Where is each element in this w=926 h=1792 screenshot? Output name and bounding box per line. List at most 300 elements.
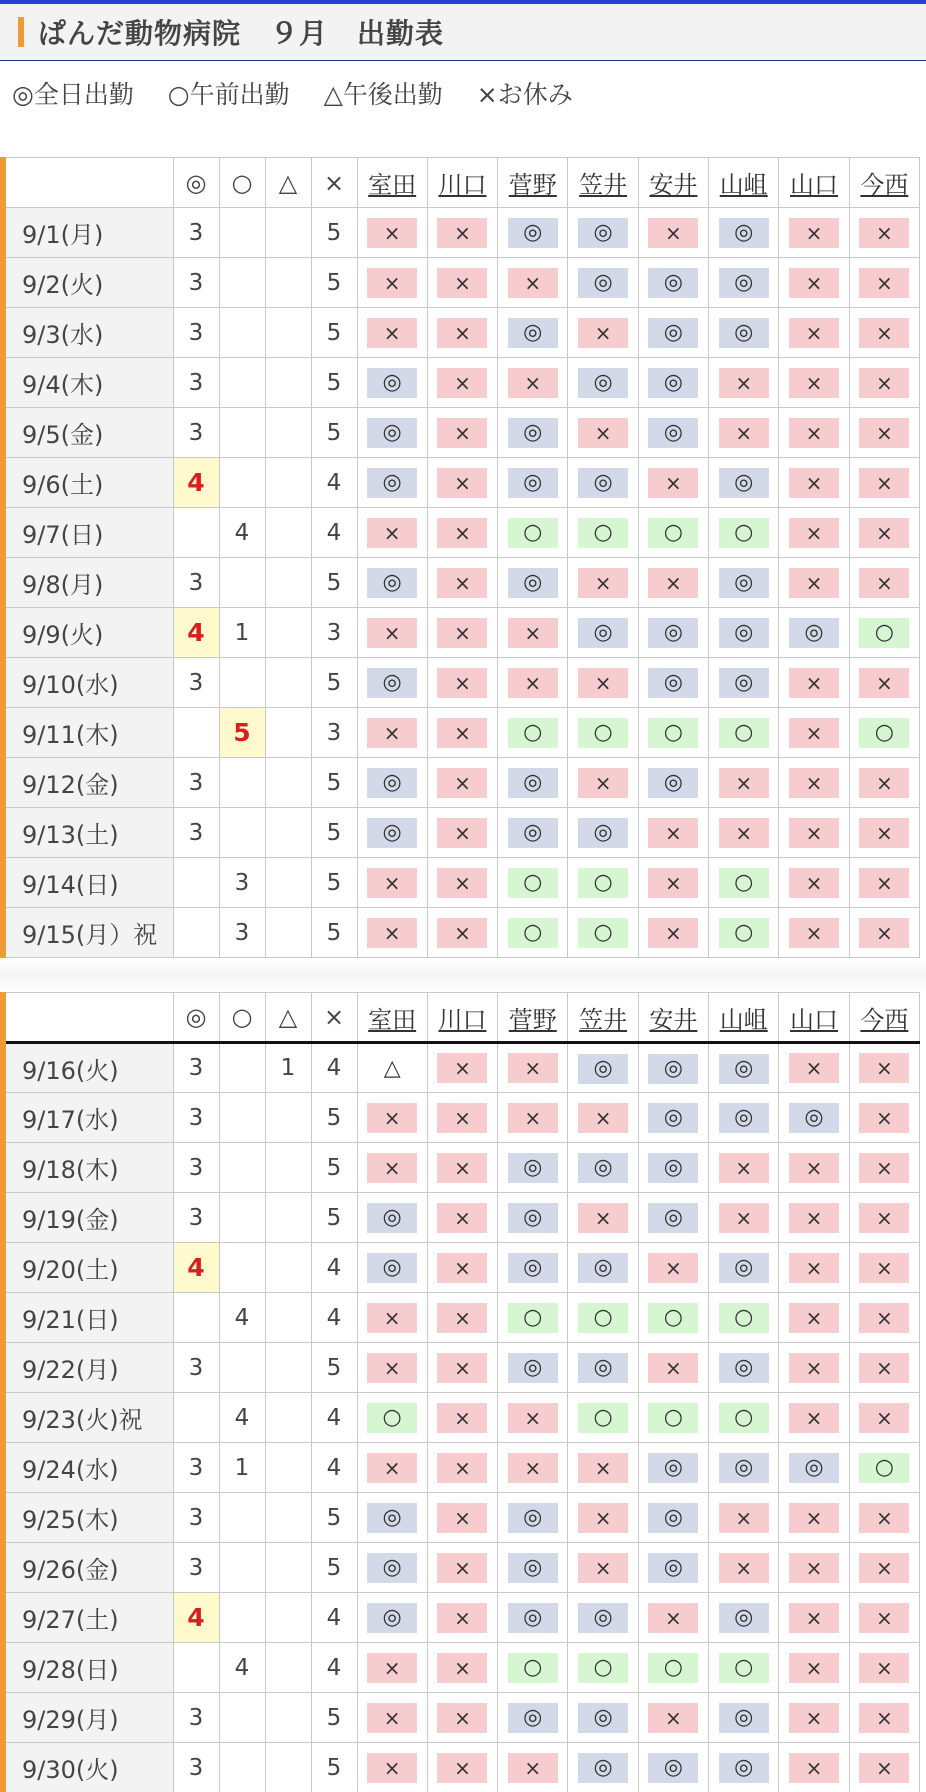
staff-cell	[638, 1243, 708, 1293]
staff-cell	[357, 708, 427, 758]
count-full-cell: 3	[173, 308, 219, 358]
shift-mark: ◎	[719, 218, 769, 248]
shift-mark: ×	[859, 1153, 909, 1183]
shift-mark: ×	[859, 818, 909, 848]
staff-cell	[709, 1593, 779, 1643]
shift-mark: ×	[437, 1253, 487, 1283]
staff-cell	[638, 1493, 708, 1543]
count-am-cell	[219, 1093, 265, 1143]
table-row	[3, 1393, 920, 1443]
shift-mark: ×	[789, 1203, 839, 1233]
staff-cell	[498, 408, 568, 458]
staff-cell	[427, 458, 497, 508]
header-staff-name[interactable]: 菅野	[498, 158, 568, 208]
staff-cell	[357, 458, 427, 508]
shift-mark: ◎	[578, 1603, 628, 1633]
count-off-cell: 3	[311, 708, 357, 758]
shift-mark: ×	[789, 1653, 839, 1683]
staff-cell	[779, 1293, 849, 1343]
staff-cell	[638, 1143, 708, 1193]
staff-cell	[709, 1643, 779, 1693]
count-pm-cell	[265, 1693, 311, 1743]
shift-mark: ×	[648, 868, 698, 898]
page-header	[0, 4, 926, 61]
staff-cell	[779, 558, 849, 608]
staff-cell	[849, 1043, 919, 1093]
staff-cell	[568, 1393, 638, 1443]
staff-cell	[357, 1693, 427, 1743]
count-full-cell: 4	[173, 458, 219, 508]
header-staff-name[interactable]: 今西	[849, 993, 919, 1043]
staff-cell	[427, 1193, 497, 1243]
table-row	[3, 208, 920, 258]
shift-mark: ○	[719, 518, 769, 548]
header-staff-name[interactable]: 菅野	[498, 993, 568, 1043]
shift-mark: ×	[437, 1653, 487, 1683]
staff-cell	[709, 458, 779, 508]
staff-cell	[357, 558, 427, 608]
table-row	[3, 1293, 920, 1343]
shift-mark: ◎	[719, 1603, 769, 1633]
shift-mark: ◎	[719, 1703, 769, 1733]
staff-cell	[779, 1143, 849, 1193]
shift-mark: ×	[367, 218, 417, 248]
header-staff-name[interactable]: 室田	[357, 993, 427, 1043]
shift-mark: ◎	[648, 1553, 698, 1583]
count-off-cell: 5	[311, 208, 357, 258]
header-staff-name[interactable]: 川口	[427, 993, 497, 1043]
table-row	[3, 1243, 920, 1293]
count-am-cell: 1	[219, 1443, 265, 1493]
shift-mark: ×	[719, 1203, 769, 1233]
shift-mark: ×	[789, 1153, 839, 1183]
shift-mark: ◎	[648, 1203, 698, 1233]
staff-cell	[568, 308, 638, 358]
count-off-cell: 5	[311, 1143, 357, 1193]
count-off-cell: 5	[311, 858, 357, 908]
shift-mark: ◎	[648, 368, 698, 398]
staff-cell	[427, 508, 497, 558]
count-full-cell: 3	[173, 1743, 219, 1792]
staff-cell	[849, 758, 919, 808]
count-off-cell: 5	[311, 408, 357, 458]
shift-mark: ◎	[578, 1753, 628, 1783]
shift-mark: ×	[367, 1153, 417, 1183]
shift-mark: ◎	[508, 1153, 558, 1183]
shift-mark: ○	[719, 1403, 769, 1433]
count-am-cell	[219, 808, 265, 858]
table-row	[3, 558, 920, 608]
shift-mark: ○	[367, 1403, 417, 1433]
shift-mark: ◎	[719, 1054, 769, 1084]
shift-mark: ×	[719, 818, 769, 848]
shift-mark: ×	[648, 218, 698, 248]
shift-mark: ◎	[578, 1353, 628, 1383]
shift-mark: ◎	[789, 1103, 839, 1133]
count-am-cell: 4	[219, 508, 265, 558]
shift-mark: ×	[648, 818, 698, 848]
shift-mark: ×	[648, 1603, 698, 1633]
staff-cell	[427, 658, 497, 708]
staff-cell	[779, 1043, 849, 1093]
staff-cell	[638, 1643, 708, 1693]
count-am-cell	[219, 1493, 265, 1543]
staff-cell	[498, 208, 568, 258]
shift-mark: ×	[437, 1703, 487, 1733]
count-off-cell: 5	[311, 1493, 357, 1543]
shift-mark: ×	[508, 618, 558, 648]
count-pm-cell	[265, 758, 311, 808]
staff-cell	[638, 658, 708, 708]
staff-cell	[427, 608, 497, 658]
header-staff-name[interactable]: 山岨	[709, 993, 779, 1043]
staff-cell	[357, 408, 427, 458]
table-row	[3, 1443, 920, 1493]
count-pm-cell: 1	[265, 1043, 311, 1093]
staff-cell	[709, 658, 779, 708]
staff-cell	[849, 458, 919, 508]
shift-mark: ×	[437, 518, 487, 548]
header-staff-name[interactable]: 笠井	[568, 158, 638, 208]
shift-mark: ◎	[508, 418, 558, 448]
staff-cell	[849, 1143, 919, 1193]
staff-cell	[638, 558, 708, 608]
table-row	[3, 508, 920, 558]
staff-cell	[709, 408, 779, 458]
shift-mark: ×	[789, 768, 839, 798]
header-staff-name[interactable]: 室田	[357, 158, 427, 208]
count-off-cell: 5	[311, 908, 357, 958]
shift-mark: ×	[859, 1303, 909, 1333]
header-symbol: ◎	[173, 158, 219, 208]
shift-mark: ○	[508, 1303, 558, 1333]
count-off-cell: 3	[311, 608, 357, 658]
shift-mark: ◎	[648, 1753, 698, 1783]
count-am-cell	[219, 1243, 265, 1293]
date-cell: 9/7(日)	[3, 508, 173, 558]
shift-mark: ◎	[508, 568, 558, 598]
shift-mark: ×	[437, 1603, 487, 1633]
count-full-cell	[173, 708, 219, 758]
count-off-cell: 4	[311, 1443, 357, 1493]
shift-mark: ◎	[508, 218, 558, 248]
staff-cell	[849, 1743, 919, 1792]
shift-mark: ×	[578, 668, 628, 698]
staff-cell	[498, 1543, 568, 1593]
staff-cell	[638, 858, 708, 908]
count-off-cell: 4	[311, 458, 357, 508]
count-am-cell	[219, 1593, 265, 1643]
shift-mark: ×	[789, 668, 839, 698]
count-full-cell: 3	[173, 658, 219, 708]
date-cell: 9/5(金)	[3, 408, 173, 458]
shift-mark: ×	[789, 468, 839, 498]
staff-cell	[427, 1143, 497, 1193]
shift-mark: ◎	[648, 1153, 698, 1183]
header-accent-bar	[18, 17, 24, 47]
count-full-cell: 3	[173, 1343, 219, 1393]
date-cell: 9/15(月）祝	[3, 908, 173, 958]
shift-mark: ×	[789, 418, 839, 448]
count-off-cell: 5	[311, 1743, 357, 1792]
shift-mark: ○	[578, 518, 628, 548]
count-am-cell	[219, 1143, 265, 1193]
table-row	[3, 258, 920, 308]
count-full-cell: 4	[173, 1243, 219, 1293]
staff-cell	[638, 1093, 708, 1143]
table-row	[3, 358, 920, 408]
header-staff-name[interactable]: 川口	[427, 158, 497, 208]
shift-mark: ○	[508, 868, 558, 898]
shift-mark: ×	[789, 568, 839, 598]
count-off-cell: 4	[311, 1393, 357, 1443]
staff-cell	[568, 1293, 638, 1343]
count-off-cell: 5	[311, 1693, 357, 1743]
staff-cell	[568, 1543, 638, 1593]
count-pm-cell	[265, 1543, 311, 1593]
header-staff-name[interactable]: 笠井	[568, 993, 638, 1043]
header-staff-name[interactable]: 山口	[779, 993, 849, 1043]
shift-mark: ×	[437, 1403, 487, 1433]
count-off-cell: 5	[311, 808, 357, 858]
staff-cell	[357, 1193, 427, 1243]
date-cell: 9/16(火)	[3, 1043, 173, 1093]
count-am-cell	[219, 358, 265, 408]
shift-mark: ◎	[578, 1703, 628, 1733]
staff-cell	[709, 858, 779, 908]
shift-mark: ◎	[367, 1603, 417, 1633]
shift-mark: ×	[437, 318, 487, 348]
shift-mark: ×	[437, 1753, 487, 1783]
shift-mark: ×	[648, 1253, 698, 1283]
date-cell: 9/26(金)	[3, 1543, 173, 1593]
shift-mark: ◎	[367, 568, 417, 598]
date-cell: 9/25(木)	[3, 1493, 173, 1543]
shift-mark: ×	[437, 368, 487, 398]
shift-mark: ○	[648, 518, 698, 548]
shift-mark: ×	[578, 318, 628, 348]
count-am-cell	[219, 1043, 265, 1093]
table-row	[3, 858, 920, 908]
shift-mark: ○	[719, 718, 769, 748]
count-full-cell	[173, 1643, 219, 1693]
count-full-cell: 3	[173, 1543, 219, 1593]
legend	[0, 61, 926, 147]
staff-cell	[427, 558, 497, 608]
staff-cell	[638, 308, 708, 358]
staff-cell	[779, 1493, 849, 1543]
shift-mark: ◎	[508, 768, 558, 798]
shift-mark: ×	[859, 1103, 909, 1133]
shift-mark: ×	[508, 1103, 558, 1133]
shift-mark: ◎	[367, 768, 417, 798]
staff-cell	[779, 1093, 849, 1143]
staff-cell	[498, 1493, 568, 1543]
shift-mark: ×	[367, 1653, 417, 1683]
count-am-cell	[219, 1743, 265, 1792]
staff-cell	[849, 358, 919, 408]
table-row	[3, 1493, 920, 1543]
shift-mark: ○	[508, 518, 558, 548]
shift-mark: ◎	[648, 1503, 698, 1533]
shift-mark: ×	[578, 418, 628, 448]
shift-mark: ○	[578, 868, 628, 898]
staff-cell	[427, 1543, 497, 1593]
shift-mark: ×	[859, 1703, 909, 1733]
staff-cell	[709, 558, 779, 608]
header-symbol: ◎	[173, 993, 219, 1043]
header-symbol: ○	[219, 993, 265, 1043]
shift-mark: ×	[859, 418, 909, 448]
staff-cell	[568, 508, 638, 558]
count-full-cell: 3	[173, 1443, 219, 1493]
header-staff-name[interactable]: 山岨	[709, 158, 779, 208]
staff-cell	[427, 258, 497, 308]
staff-cell	[779, 358, 849, 408]
header-blank-cell	[3, 993, 173, 1043]
staff-cell	[709, 1693, 779, 1743]
shift-mark: ◎	[367, 468, 417, 498]
staff-cell	[709, 1393, 779, 1443]
staff-cell	[498, 808, 568, 858]
shift-mark: ×	[367, 318, 417, 348]
count-am-cell	[219, 208, 265, 258]
shift-mark: ×	[648, 918, 698, 948]
table-row	[3, 658, 920, 708]
staff-cell	[709, 258, 779, 308]
shift-mark: ○	[648, 1653, 698, 1683]
date-cell: 9/3(水)	[3, 308, 173, 358]
staff-cell	[638, 358, 708, 408]
count-full-cell: 3	[173, 1493, 219, 1543]
staff-cell	[498, 1393, 568, 1443]
header-staff-name[interactable]: 安井	[638, 158, 708, 208]
shift-mark: ×	[719, 768, 769, 798]
staff-cell	[498, 608, 568, 658]
staff-cell	[427, 1043, 497, 1093]
staff-cell	[427, 1293, 497, 1343]
shift-mark: ○	[508, 1653, 558, 1683]
shift-mark: ×	[437, 668, 487, 698]
staff-cell	[498, 858, 568, 908]
table-row	[3, 458, 920, 508]
count-full-cell: 3	[173, 758, 219, 808]
shift-mark: ◎	[578, 218, 628, 248]
shift-mark: ×	[789, 318, 839, 348]
staff-cell	[638, 1443, 708, 1493]
staff-cell	[427, 358, 497, 408]
count-full-cell: 4	[173, 608, 219, 658]
header-staff-name[interactable]: 今西	[849, 158, 919, 208]
count-full-cell: 4	[173, 1593, 219, 1643]
date-cell: 9/6(土)	[3, 458, 173, 508]
shift-mark: ○	[508, 918, 558, 948]
shift-mark: ×	[437, 868, 487, 898]
staff-cell	[357, 608, 427, 658]
date-cell: 9/18(木)	[3, 1143, 173, 1193]
staff-cell	[357, 1743, 427, 1792]
staff-cell	[568, 258, 638, 308]
staff-cell	[779, 1543, 849, 1593]
page-title: ぱんだ動物病院 ９月 出勤表	[38, 17, 445, 50]
staff-cell	[568, 1693, 638, 1743]
staff-cell	[638, 1343, 708, 1393]
shift-mark: ×	[437, 918, 487, 948]
header-staff-name[interactable]: 山口	[779, 158, 849, 208]
staff-cell	[849, 1343, 919, 1393]
count-am-cell	[219, 458, 265, 508]
shift-mark: ×	[719, 1153, 769, 1183]
shift-mark: ×	[367, 1303, 417, 1333]
shift-mark: ×	[437, 1353, 487, 1383]
staff-cell	[568, 708, 638, 758]
shift-mark: ×	[578, 1203, 628, 1233]
shift-mark: ×	[578, 1503, 628, 1533]
shift-mark: ×	[367, 1353, 417, 1383]
staff-cell	[498, 1593, 568, 1643]
staff-cell	[779, 608, 849, 658]
staff-cell	[357, 808, 427, 858]
count-am-cell	[219, 1693, 265, 1743]
staff-cell	[568, 358, 638, 408]
table-row	[3, 408, 920, 458]
staff-cell	[568, 758, 638, 808]
shift-mark: ◎	[367, 1253, 417, 1283]
date-cell: 9/28(日)	[3, 1643, 173, 1693]
shift-mark: ○	[859, 1453, 909, 1483]
shift-mark: ○	[578, 1653, 628, 1683]
staff-cell	[427, 708, 497, 758]
staff-cell	[849, 1193, 919, 1243]
header-staff-name[interactable]: 安井	[638, 993, 708, 1043]
table-row	[3, 308, 920, 358]
count-pm-cell	[265, 808, 311, 858]
legend-am: ○午前出勤	[167, 80, 290, 109]
shift-mark: ×	[437, 268, 487, 298]
shift-mark: ◎	[789, 1453, 839, 1483]
count-full-cell: 3	[173, 1693, 219, 1743]
count-off-cell: 5	[311, 758, 357, 808]
count-pm-cell	[265, 608, 311, 658]
shift-mark: ×	[437, 1203, 487, 1233]
count-pm-cell	[265, 1443, 311, 1493]
shift-mark: ○	[859, 718, 909, 748]
shift-mark: ×	[789, 1603, 839, 1633]
count-full-cell	[173, 1393, 219, 1443]
staff-cell	[709, 908, 779, 958]
staff-cell	[638, 1743, 708, 1792]
staff-cell	[849, 1093, 919, 1143]
date-cell: 9/2(火)	[3, 258, 173, 308]
staff-cell	[498, 1143, 568, 1193]
count-pm-cell	[265, 1743, 311, 1792]
count-full-cell	[173, 908, 219, 958]
shift-mark: ○	[578, 718, 628, 748]
shift-mark: ◎	[719, 1103, 769, 1133]
date-cell: 9/29(月)	[3, 1693, 173, 1743]
shift-mark: ×	[367, 518, 417, 548]
shift-mark: ◎	[719, 1353, 769, 1383]
staff-cell	[638, 1593, 708, 1643]
count-full-cell: 3	[173, 558, 219, 608]
staff-cell	[357, 1593, 427, 1643]
staff-cell	[638, 1543, 708, 1593]
count-pm-cell	[265, 1093, 311, 1143]
staff-cell	[849, 1393, 919, 1443]
date-cell: 9/1(月)	[3, 208, 173, 258]
shift-mark: ◎	[719, 268, 769, 298]
shift-mark: ×	[789, 1503, 839, 1533]
